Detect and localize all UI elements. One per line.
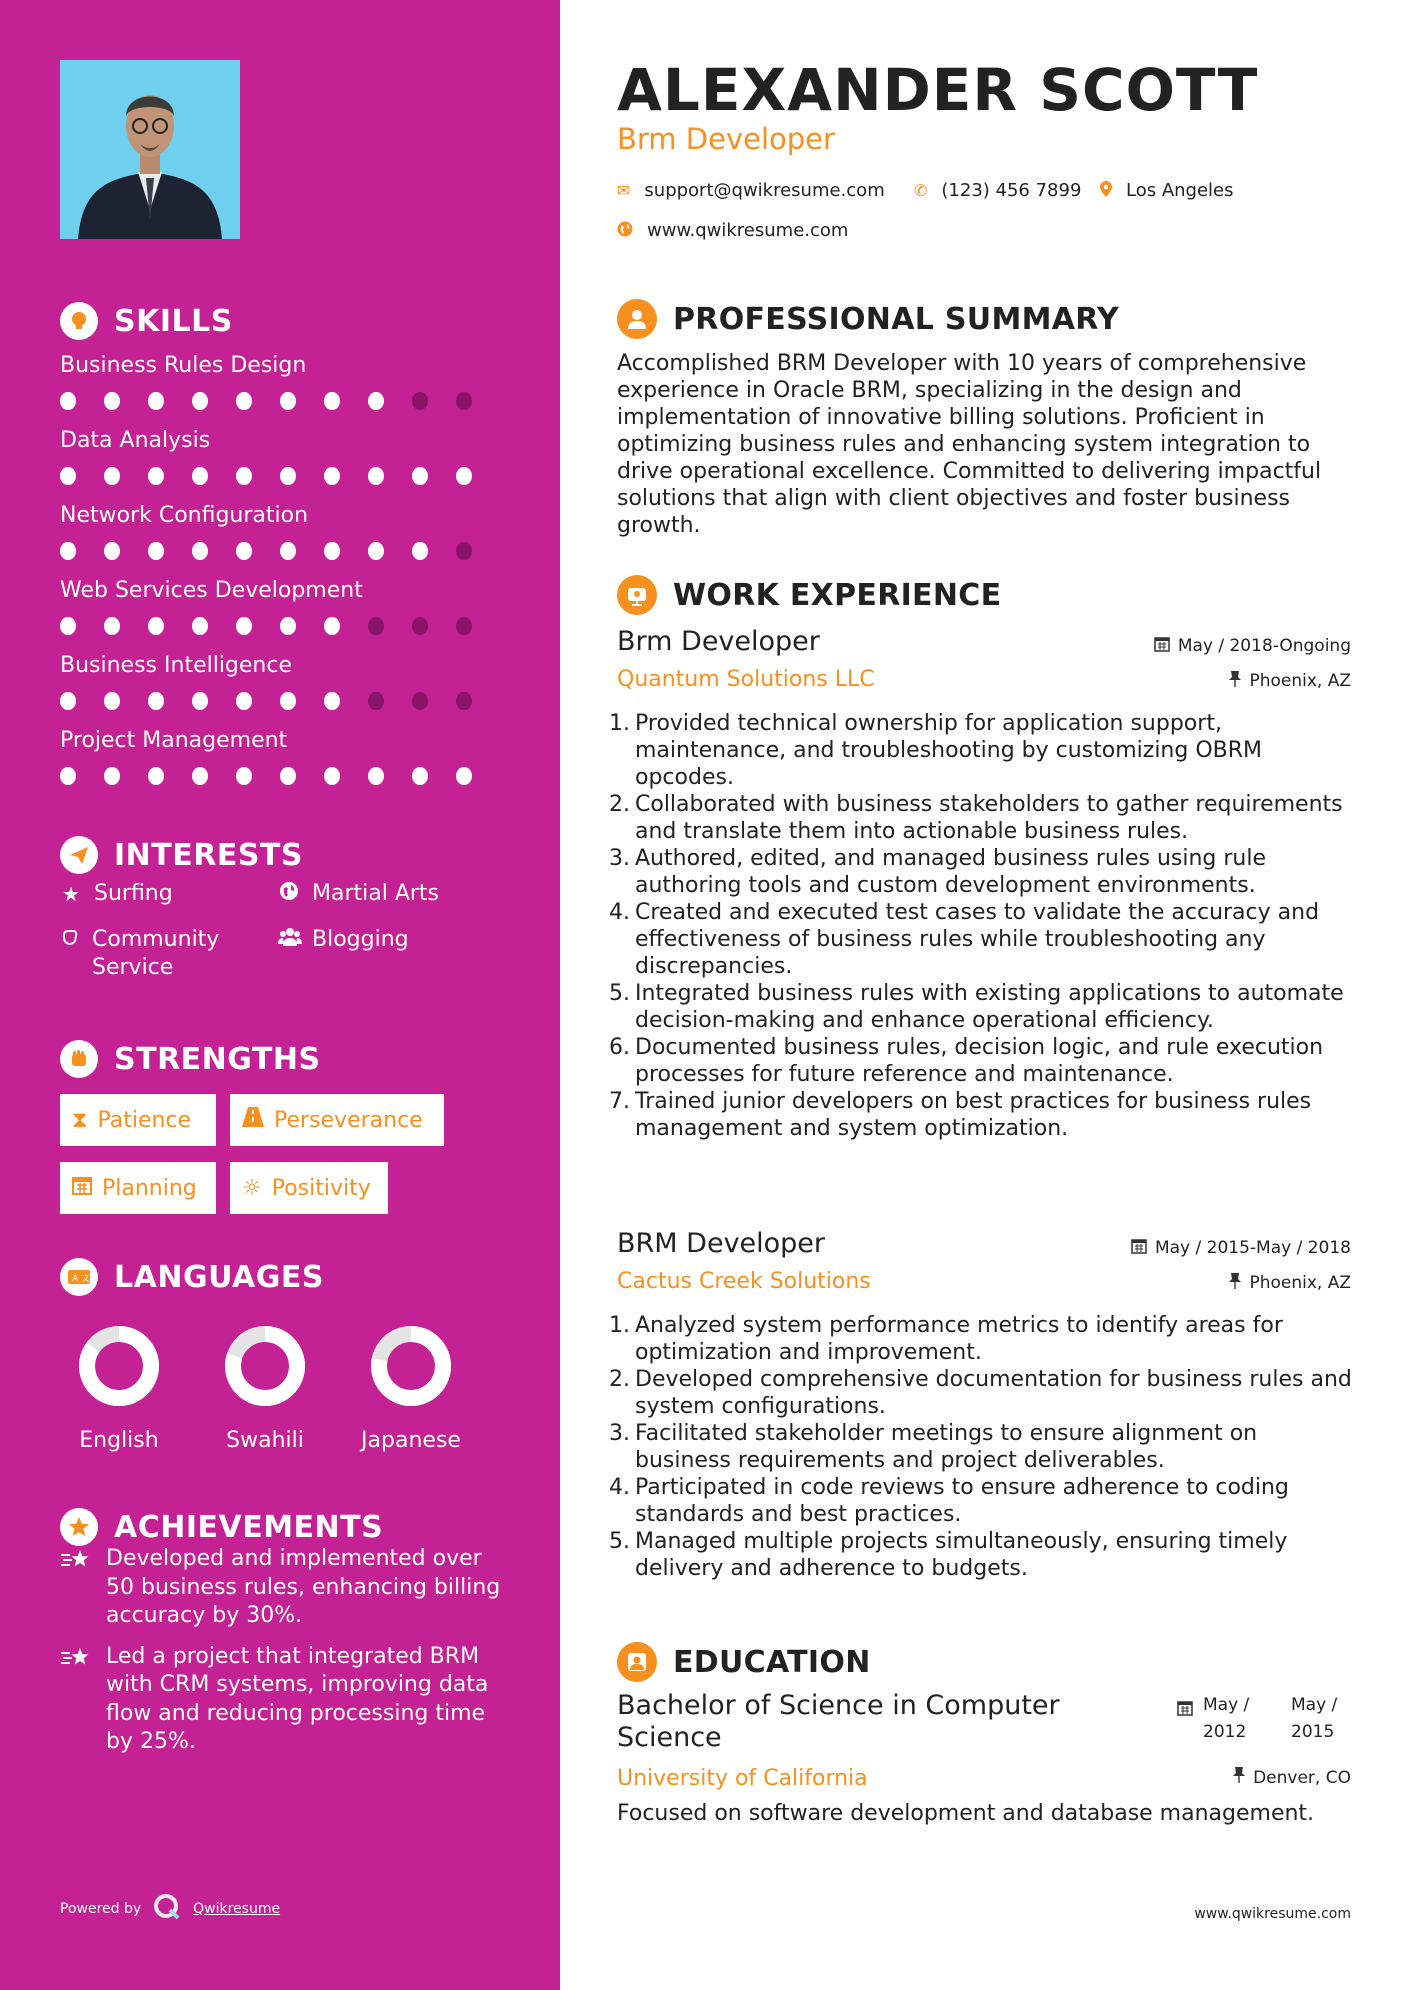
skill-dot-filled bbox=[148, 392, 164, 410]
skill-dot-filled bbox=[60, 767, 76, 785]
skill-dot-filled bbox=[104, 467, 120, 485]
duty-item: 7. Trained junior developers on best practices for business rules management and system optimization. bbox=[609, 1089, 1312, 1141]
duty-item: 5. Managed multiple projects simultaneously, ensuring timely delivery and adherence to budgets. bbox=[609, 1529, 1288, 1581]
strengths-heading: STRENGTHS bbox=[60, 1040, 321, 1078]
skill-dot-filled bbox=[368, 467, 384, 485]
skill-dot-filled bbox=[368, 392, 384, 410]
skill-dot-filled bbox=[236, 617, 252, 635]
interest-item: Martial Arts bbox=[278, 880, 439, 908]
skill-dot-filled bbox=[60, 467, 76, 485]
qwikresume-logo-icon bbox=[153, 1893, 181, 1925]
hourglass-icon: ⧗ bbox=[72, 1107, 88, 1133]
contact-location: Los Angeles bbox=[1100, 180, 1234, 201]
skill-item: Business Intelligence bbox=[60, 648, 500, 723]
skill-dot-filled bbox=[60, 392, 76, 410]
skill-rating bbox=[60, 767, 500, 785]
phone-icon: ✆ bbox=[914, 181, 928, 200]
achievements-heading: ACHIEVEMENTS bbox=[60, 1508, 383, 1546]
profile-photo bbox=[60, 60, 240, 239]
education-heading: EDUCATION bbox=[617, 1642, 871, 1682]
skill-item: Data Analysis bbox=[60, 423, 500, 498]
contact-email[interactable]: ✉ support@qwikresume.com bbox=[617, 180, 885, 201]
duty-item: 1. Provided technical ownership for application support, maintenance, and troubleshooting by customizing OBRM opcodes. bbox=[609, 711, 1263, 790]
language-icon bbox=[60, 1258, 98, 1296]
languages-heading: A 文 LANGUAGES bbox=[60, 1258, 324, 1296]
achievements-list bbox=[60, 1545, 510, 1769]
skill-dot-filled bbox=[104, 392, 120, 410]
skill-dot-filled bbox=[148, 542, 164, 560]
envelope-icon: ✉ bbox=[617, 181, 631, 200]
summary-heading: PROFESSIONAL SUMMARY bbox=[617, 299, 1119, 339]
skill-dot-filled bbox=[280, 617, 296, 635]
language-item: Japanese bbox=[351, 1322, 471, 1453]
skill-dot-filled bbox=[412, 767, 428, 785]
job-title: BRM Developer bbox=[617, 1228, 826, 1259]
skill-dot-filled bbox=[148, 767, 164, 785]
duty-item: 2. Collaborated with business stakeholders to gather requirements and translate them into actionable business rules. bbox=[609, 792, 1343, 844]
svg-text:A: A bbox=[72, 1274, 79, 1284]
skill-dot-filled bbox=[324, 392, 340, 410]
duty-item: 3. Facilitated stakeholder meetings to ensure alignment on business requirements and project deliverables. bbox=[609, 1421, 1258, 1473]
interest-item: Blogging bbox=[278, 926, 409, 954]
language-ring bbox=[75, 1322, 163, 1410]
interest-item: Community Service bbox=[60, 926, 250, 982]
skill-dot-empty bbox=[456, 692, 472, 710]
skill-dot-filled bbox=[368, 767, 384, 785]
job-title: Brm Developer bbox=[617, 626, 820, 657]
pushpin-icon bbox=[1233, 1767, 1245, 1788]
skill-dot-filled bbox=[60, 692, 76, 710]
education-degree: Bachelor of Science in Computer Science bbox=[617, 1690, 1060, 1753]
skill-dot-filled bbox=[280, 692, 296, 710]
interests-heading: INTERESTS bbox=[60, 836, 303, 874]
duty-item: 6. Documented business rules, decision logic, and rule execution processes for future reference and maintenance. bbox=[609, 1035, 1324, 1087]
candidate-name: ALEXANDER SCOTT bbox=[617, 56, 1259, 124]
skill-dot-filled bbox=[236, 542, 252, 560]
calendar-icon bbox=[1154, 636, 1170, 656]
skill-dot-filled bbox=[324, 542, 340, 560]
skill-dot-filled bbox=[456, 767, 472, 785]
skill-dot-filled bbox=[104, 617, 120, 635]
skill-dot-filled bbox=[236, 467, 252, 485]
users-icon bbox=[278, 926, 300, 954]
footer-url[interactable]: www.qwikresume.com bbox=[1194, 1906, 1351, 1922]
skill-dot-empty bbox=[412, 617, 428, 635]
skill-dot-filled bbox=[148, 467, 164, 485]
skill-dot-filled bbox=[60, 617, 76, 635]
skill-dot-filled bbox=[412, 467, 428, 485]
skill-dot-filled bbox=[280, 467, 296, 485]
skill-dot-filled bbox=[148, 692, 164, 710]
achievement-item: Developed and implemented over 50 business rules, enhancing billing accuracy by 30%. bbox=[60, 1545, 510, 1631]
achievement-item: Led a project that integrated BRM with CRM systems, improving data flow and reducing processing time by 25%. bbox=[60, 1643, 510, 1757]
skill-dot-empty bbox=[456, 392, 472, 410]
skill-dot-filled bbox=[280, 392, 296, 410]
interest-item: ★ Surfing bbox=[60, 880, 173, 908]
shooting-star-icon bbox=[60, 1643, 94, 1757]
skill-dot-filled bbox=[60, 542, 76, 560]
globe-icon bbox=[617, 221, 633, 241]
graduate-icon bbox=[617, 1642, 657, 1682]
job-dates: May / 2015-May / 2018 bbox=[1131, 1238, 1351, 1258]
language-ring bbox=[221, 1322, 309, 1410]
skill-item: Network Configuration bbox=[60, 498, 500, 573]
skill-rating bbox=[60, 617, 500, 635]
skill-dot-filled bbox=[148, 617, 164, 635]
skill-dot-filled bbox=[104, 692, 120, 710]
pushpin-icon bbox=[1229, 671, 1241, 691]
skill-dot-empty bbox=[412, 392, 428, 410]
skill-item: Web Services Development bbox=[60, 573, 500, 648]
skill-rating bbox=[60, 467, 500, 485]
skill-dot-filled bbox=[192, 767, 208, 785]
globe-icon bbox=[278, 880, 300, 908]
fist-icon bbox=[60, 1040, 98, 1078]
candidate-role: Brm Developer bbox=[617, 122, 835, 156]
skills-heading: SKILLS bbox=[60, 302, 233, 340]
shooting-star-icon bbox=[60, 1545, 94, 1631]
experience-heading: WORK EXPERIENCE bbox=[617, 575, 1001, 615]
skill-rating bbox=[60, 392, 500, 410]
calendar-icon bbox=[72, 1175, 92, 1201]
skill-dot-filled bbox=[192, 542, 208, 560]
summary-text: Accomplished BRM Developer with 10 years of comprehensive experience in Oracle BRM, specializing in the design and implementation of innovative billing solutions. Proficient in optimizing business rules and enhancing system integration to drive operational excellence. Committed to delivering impactful solutions that align with client objectives and foster business growth. bbox=[617, 351, 1322, 538]
education-description: Focused on software development and database management. bbox=[617, 1801, 1315, 1826]
skill-dot-filled bbox=[324, 767, 340, 785]
education-dates: May / 2012 May / 2015 bbox=[1177, 1692, 1351, 1746]
skill-dot-filled bbox=[192, 617, 208, 635]
education-school: University of California bbox=[617, 1766, 868, 1791]
skill-rating bbox=[60, 692, 500, 710]
skills-list bbox=[60, 348, 500, 798]
hand-icon bbox=[60, 926, 80, 982]
job-duties bbox=[609, 710, 1357, 1142]
job-location: Phoenix, AZ bbox=[1229, 671, 1351, 691]
skill-dot-filled bbox=[104, 542, 120, 560]
skill-rating bbox=[60, 542, 500, 560]
skill-dot-empty bbox=[368, 617, 384, 635]
job-location: Phoenix, AZ bbox=[1229, 1273, 1351, 1293]
powered-by: Powered by Qwikresume bbox=[60, 1893, 280, 1925]
star-icon: ★ bbox=[62, 882, 80, 906]
skill-dot-empty bbox=[456, 617, 472, 635]
sun-icon: ☼ bbox=[242, 1175, 262, 1201]
user-icon bbox=[617, 299, 657, 339]
strength-badge: Perseverance bbox=[230, 1094, 444, 1146]
language-item: Swahili bbox=[205, 1322, 325, 1453]
skill-dot-filled bbox=[192, 392, 208, 410]
skill-dot-filled bbox=[368, 542, 384, 560]
duty-item: 3. Authored, edited, and managed business rules using rule authoring tools and custom development environments. bbox=[609, 846, 1266, 898]
strength-badge: Planning bbox=[60, 1162, 216, 1214]
job-company: Cactus Creek Solutions bbox=[617, 1269, 871, 1294]
qwikresume-link[interactable]: Qwikresume bbox=[193, 1901, 281, 1917]
skill-dot-empty bbox=[368, 692, 384, 710]
skill-item: Project Management bbox=[60, 723, 500, 798]
skill-dot-filled bbox=[104, 767, 120, 785]
duty-item: 4. Participated in code reviews to ensure adherence to coding standards and best practices. bbox=[609, 1475, 1289, 1527]
education-location: Denver, CO bbox=[1233, 1767, 1351, 1788]
skill-dot-filled bbox=[324, 617, 340, 635]
calendar-icon bbox=[1177, 1692, 1193, 1746]
pushpin-icon bbox=[1229, 1273, 1241, 1293]
duty-item: 4. Created and executed test cases to validate the accuracy and effectiveness of business rules while troubleshooting any discrepancies. bbox=[609, 900, 1320, 979]
skill-dot-filled bbox=[236, 392, 252, 410]
briefcase-icon bbox=[617, 575, 657, 615]
paper-plane-icon bbox=[60, 836, 98, 874]
strength-badge: ☼ Positivity bbox=[230, 1162, 388, 1214]
skill-dot-filled bbox=[192, 467, 208, 485]
skill-dot-filled bbox=[280, 542, 296, 560]
contact-website[interactable]: www.qwikresume.com bbox=[617, 220, 848, 241]
skill-dot-filled bbox=[192, 692, 208, 710]
sidebar bbox=[0, 0, 560, 1990]
skill-dot-filled bbox=[324, 467, 340, 485]
lightbulb-icon bbox=[60, 302, 98, 340]
job-dates: May / 2018-Ongoing bbox=[1154, 636, 1351, 656]
skill-dot-filled bbox=[324, 692, 340, 710]
job-company: Quantum Solutions LLC bbox=[617, 667, 875, 692]
skill-dot-filled bbox=[280, 767, 296, 785]
contact-phone[interactable]: ✆ (123) 456 7899 bbox=[914, 180, 1082, 201]
duty-item: 5. Integrated business rules with existing applications to automate decision-making and enhance operational efficiency. bbox=[609, 981, 1344, 1033]
duty-item: 1. Analyzed system performance metrics to identify areas for optimization and improvement. bbox=[609, 1313, 1283, 1365]
road-icon bbox=[242, 1107, 264, 1133]
award-star-icon bbox=[60, 1508, 98, 1546]
svg-text:文: 文 bbox=[81, 1274, 91, 1284]
job-duties bbox=[609, 1312, 1357, 1582]
calendar-icon bbox=[1131, 1238, 1147, 1258]
language-item: English bbox=[59, 1322, 179, 1453]
skill-dot-empty bbox=[412, 692, 428, 710]
duty-item: 2. Developed comprehensive documentation for business rules and system configurations. bbox=[609, 1367, 1352, 1419]
skill-dot-filled bbox=[236, 767, 252, 785]
skill-item: Business Rules Design bbox=[60, 348, 500, 423]
skill-dot-empty bbox=[456, 542, 472, 560]
strength-badge: ⧗ Patience bbox=[60, 1094, 216, 1146]
skill-dot-filled bbox=[412, 542, 428, 560]
map-pin-icon bbox=[1100, 181, 1112, 201]
skill-dot-filled bbox=[456, 467, 472, 485]
skill-dot-filled bbox=[236, 692, 252, 710]
language-ring bbox=[367, 1322, 455, 1410]
